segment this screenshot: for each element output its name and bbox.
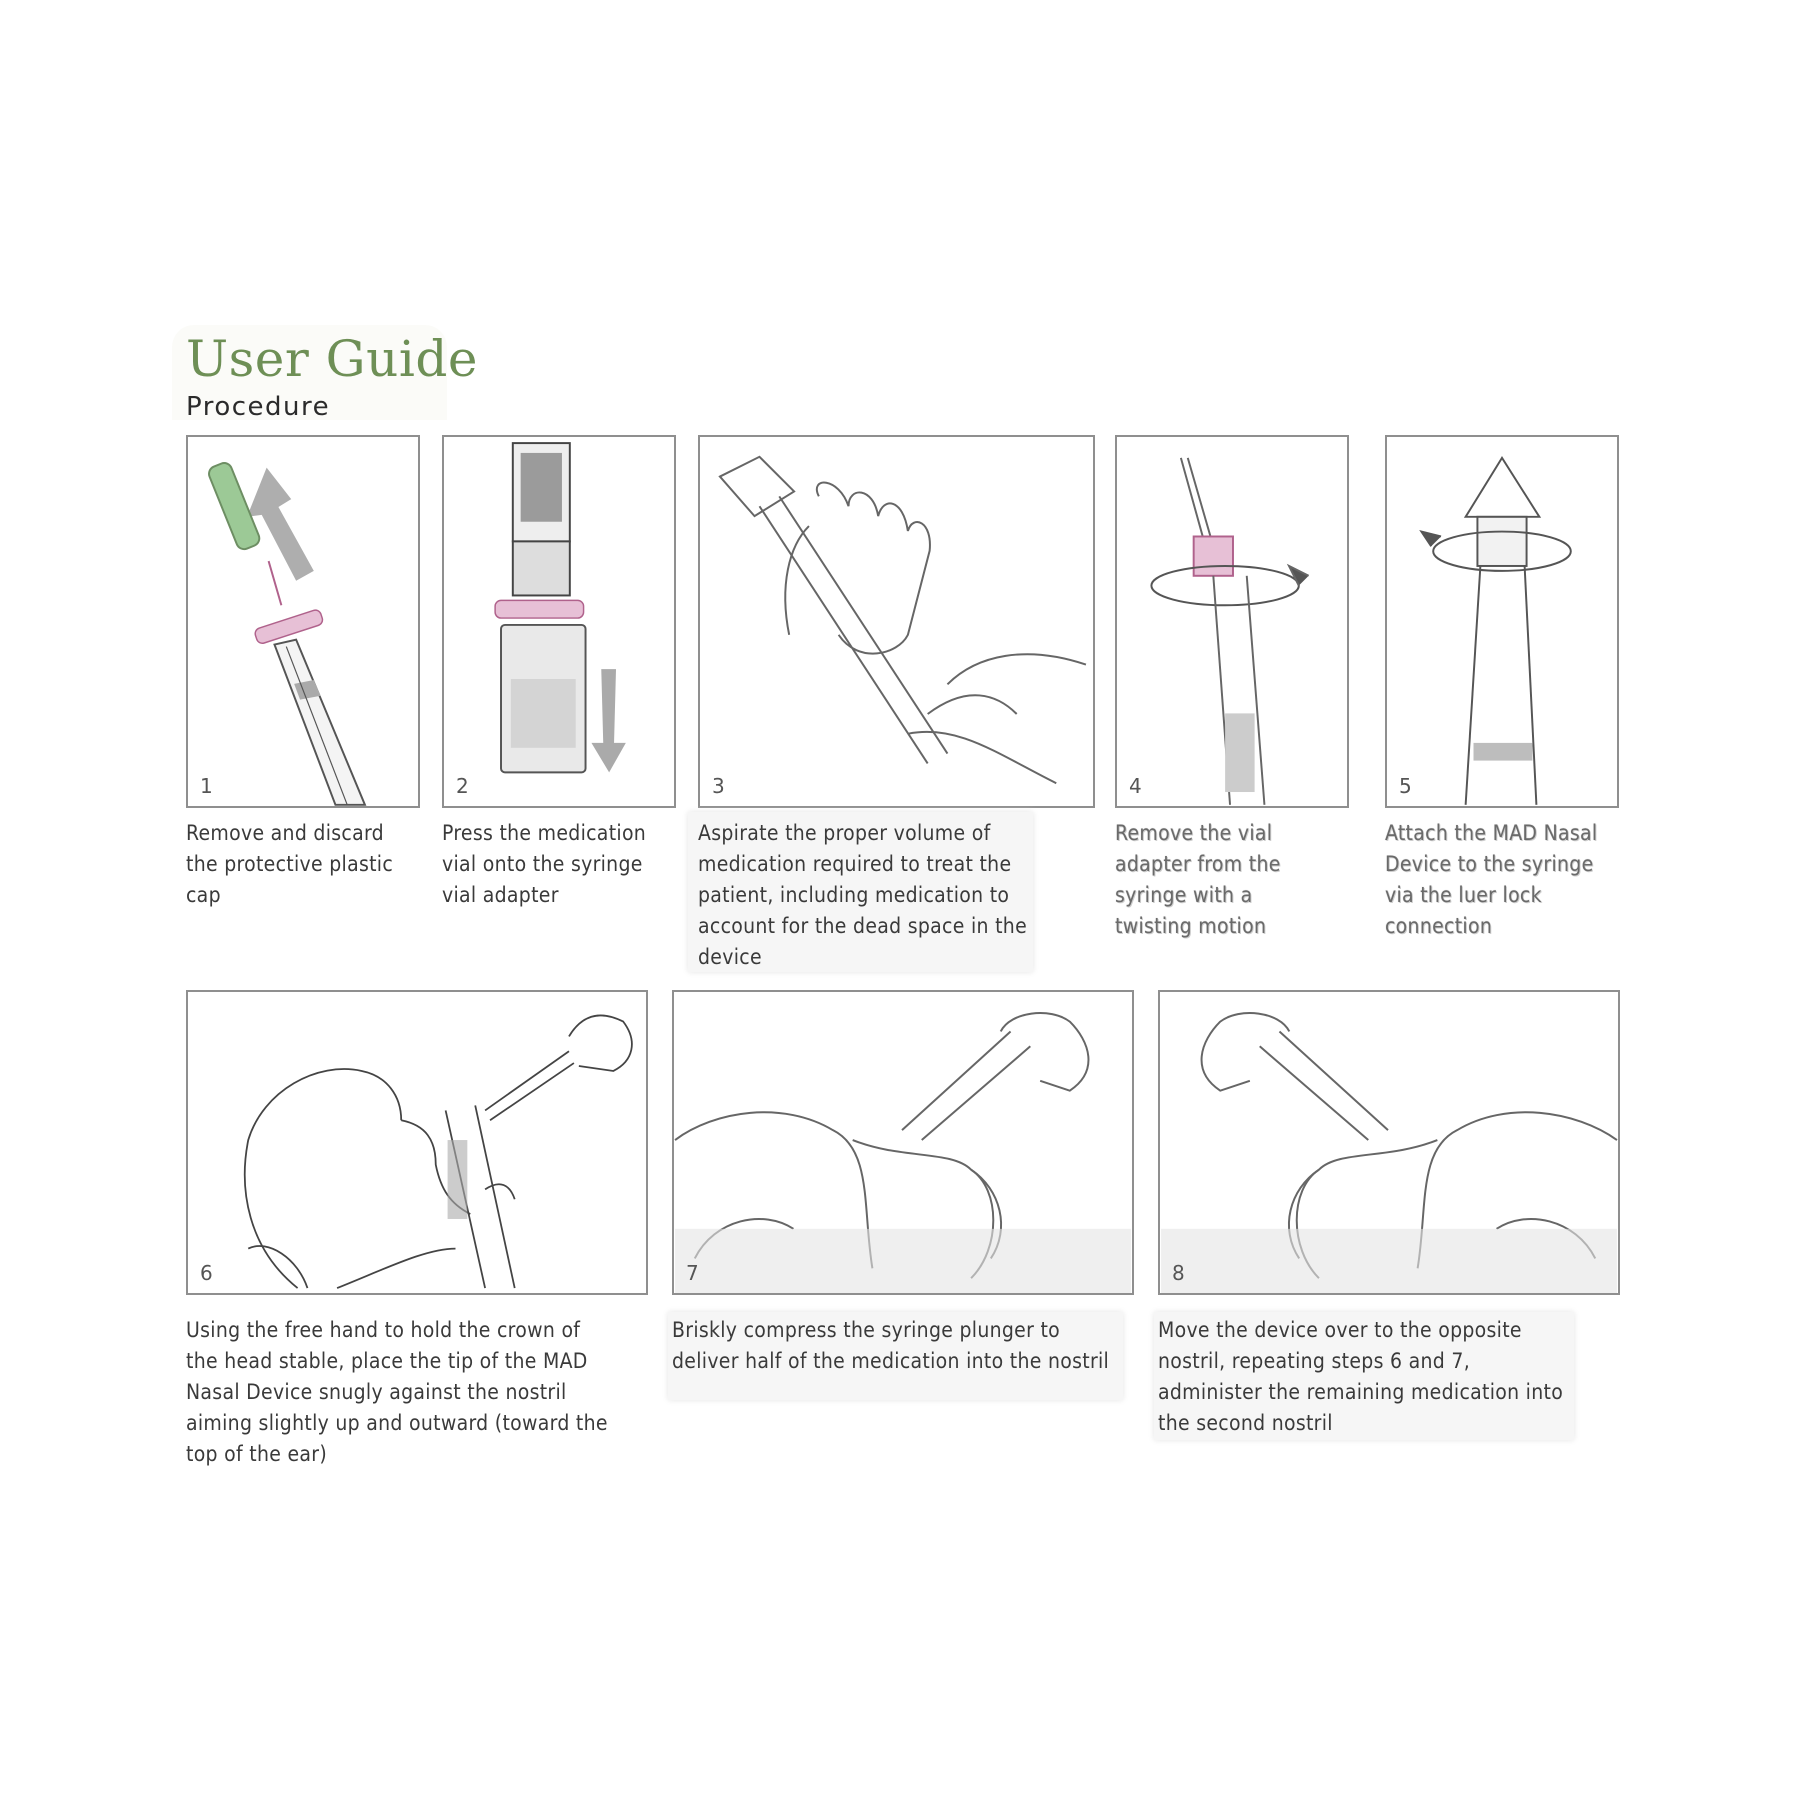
section-subtitle: Procedure xyxy=(186,392,331,422)
step-number: 3 xyxy=(712,774,725,798)
attach-nasal-device-illustration xyxy=(1387,437,1617,806)
aspirate-medication-illustration xyxy=(700,437,1093,806)
step-2-illustration xyxy=(442,435,676,808)
step-number: 1 xyxy=(200,774,213,798)
step-number: 4 xyxy=(1129,774,1142,798)
step-6-illustration xyxy=(186,990,648,1295)
step-3-caption: Aspirate the proper volume of medication required to treat the patient, including medication to account for the dead space in the device xyxy=(698,821,1027,969)
step-7-illustration xyxy=(672,990,1134,1295)
step-4-caption: Remove the vial adapter from the syringe with a twisting motion xyxy=(1115,821,1281,938)
step-5-caption: Attach the MAD Nasal Device to the syringe via the luer lock connection xyxy=(1385,821,1598,938)
page-title: User Guide xyxy=(186,330,478,388)
compress-plunger-illustration xyxy=(674,992,1132,1293)
step-1-illustration xyxy=(186,435,420,808)
step-number: 8 xyxy=(1172,1261,1185,1285)
step-4-illustration xyxy=(1115,435,1349,808)
step-number: 2 xyxy=(456,774,469,798)
step-number: 6 xyxy=(200,1261,213,1285)
step-2-caption: Press the medication vial onto the syringe vial adapter xyxy=(442,821,647,907)
vial-adapter-illustration xyxy=(444,437,674,806)
syringe-cap-illustration xyxy=(188,437,418,806)
step-8-caption: Move the device over to the opposite nostril, repeating steps 6 and 7, administer the remaining medication into the second nostril xyxy=(1158,1318,1564,1435)
step-1-caption: Remove and discard the protective plastic cap xyxy=(186,821,394,907)
step-number: 5 xyxy=(1399,774,1412,798)
step-5-illustration xyxy=(1385,435,1619,808)
step-6-caption: Using the free hand to hold the crown of the head stable, place the tip of the MAD Nasal Device snugly against the nostril aiming slightly up and outward (toward the top of the ear) xyxy=(186,1318,608,1466)
nostril-placement-illustration xyxy=(188,992,646,1293)
twist-remove-illustration xyxy=(1117,437,1347,806)
step-number: 7 xyxy=(686,1261,699,1285)
step-7-caption: Briskly compress the syringe plunger to deliver half of the medication into the nostril xyxy=(672,1318,1110,1373)
step-8-illustration xyxy=(1158,990,1620,1295)
opposite-nostril-illustration xyxy=(1160,992,1618,1293)
step-3-illustration xyxy=(698,435,1095,808)
